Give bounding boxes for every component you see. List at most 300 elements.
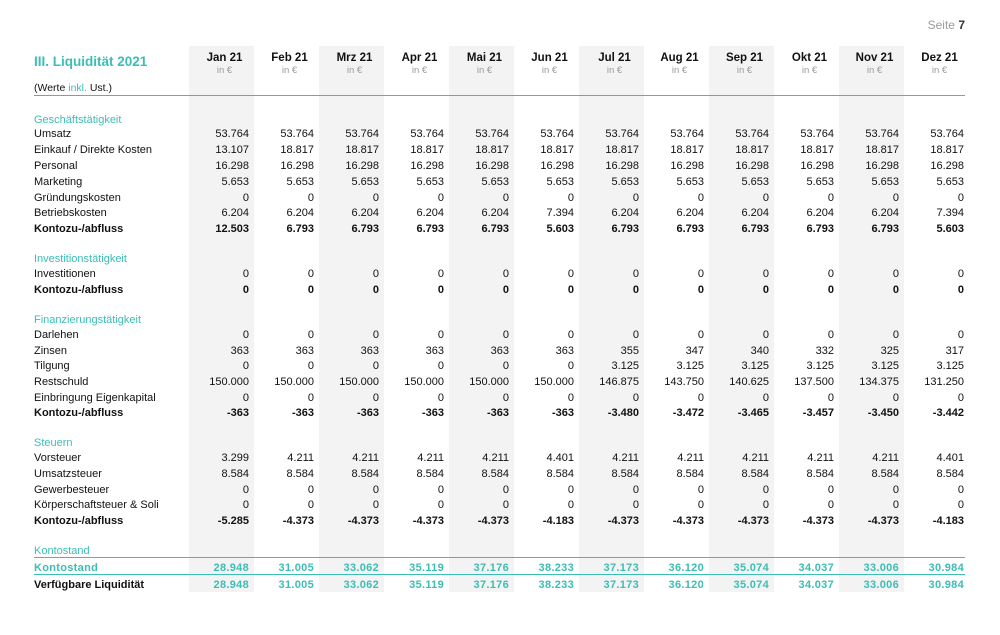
table-cell: -4.373 [607, 515, 639, 527]
row-label: Verfügbare Liquidität [34, 579, 145, 591]
table-cell: 0 [567, 268, 574, 280]
table-cell: 355 [620, 345, 639, 357]
table-cell: 6.793 [286, 223, 314, 235]
row-label: Tilgung [34, 360, 70, 372]
row-label: Marketing [34, 176, 83, 188]
table-cell: 37.173 [603, 579, 639, 591]
page-number-value: 7 [958, 18, 965, 32]
table-cell: 16.298 [410, 160, 444, 172]
table-cell: 0 [892, 484, 899, 496]
page-number-label: Seite [927, 18, 955, 32]
row-label: Investitionen [34, 268, 96, 280]
table-cell: -4.373 [282, 515, 314, 527]
row-label: Darlehen [34, 329, 79, 341]
table-cell: 317 [945, 345, 964, 357]
table-cell: 38.233 [538, 562, 574, 574]
month-column-header [257, 52, 322, 76]
row-label: Steuern [34, 437, 73, 449]
month-unit: in € [736, 65, 753, 76]
table-cell: 6.793 [871, 223, 899, 235]
row-label: Körperschaftsteuer & Soli [34, 499, 159, 511]
table-cell: 0 [372, 284, 379, 296]
table-cell: 5.653 [416, 176, 444, 188]
table-cell: 5.653 [676, 176, 704, 188]
table-cell: 18.817 [280, 144, 314, 156]
table-cell: 0 [567, 360, 574, 372]
month-name: Mai 21 [466, 52, 503, 64]
table-cell: 6.793 [481, 223, 509, 235]
table-row [0, 405, 1000, 421]
table-cell: 0 [437, 192, 444, 204]
row-label: Vorsteuer [34, 452, 82, 464]
table-cell: 143.750 [664, 376, 704, 388]
row-label: Umsatz [34, 128, 72, 140]
table-cell: 0 [502, 499, 509, 511]
table-cell: 0 [567, 392, 574, 404]
table-cell: 0 [697, 392, 704, 404]
table-cell: 0 [502, 360, 509, 372]
table-cell: 6.204 [286, 207, 314, 219]
table-cell: 363 [425, 345, 444, 357]
values-note [34, 82, 112, 94]
table-cell: 8.584 [611, 468, 639, 480]
table-cell: 36.120 [668, 562, 704, 574]
table-cell: 18.817 [475, 144, 509, 156]
section-heading [0, 312, 1000, 328]
table-cell: 18.817 [345, 144, 379, 156]
table-cell: 4.211 [677, 452, 704, 464]
table-cell: 3.125 [936, 360, 964, 372]
table-cell: 0 [567, 284, 574, 296]
table-cell: 8.584 [546, 468, 574, 480]
table-cell: 3.299 [221, 452, 249, 464]
table-cell: 0 [372, 329, 379, 341]
table-cell: -363 [551, 407, 574, 419]
table-cell: 33.062 [343, 579, 379, 591]
table-cell: 8.584 [871, 468, 899, 480]
table-cell: 6.793 [416, 223, 444, 235]
month-name: Jun 21 [531, 52, 568, 64]
table-cell: -4.373 [477, 515, 509, 527]
table-cell: 53.764 [345, 128, 379, 140]
table-cell: 5.653 [546, 176, 574, 188]
table-cell: 53.764 [215, 128, 249, 140]
table-cell: 0 [567, 329, 574, 341]
table-cell: 0 [632, 268, 639, 280]
month-unit: in € [541, 65, 558, 76]
row-label: Kontostand [34, 562, 99, 574]
table-cell: 8.584 [221, 468, 249, 480]
row-label: Einbringung Eigenkapital [34, 392, 156, 404]
month-column-header [842, 52, 907, 76]
table-row [0, 158, 1000, 174]
table-cell: 137.500 [794, 376, 834, 388]
table-cell: 0 [307, 392, 314, 404]
table-cell: 28.948 [213, 579, 249, 591]
table-cell: 363 [555, 345, 574, 357]
table-cell: 4.211 [482, 452, 509, 464]
month-name: Dez 21 [921, 52, 958, 64]
table-cell: 0 [437, 284, 444, 296]
table-cell: 5.603 [936, 223, 964, 235]
section-heading [0, 435, 1000, 451]
table-cell: 0 [632, 499, 639, 511]
row-label: Kontostand [34, 545, 90, 557]
table-cell: 34.037 [798, 579, 834, 591]
table-cell: 3.125 [611, 360, 639, 372]
table-cell: 4.211 [872, 452, 899, 464]
table-cell: 6.793 [676, 223, 704, 235]
table-cell: 0 [892, 284, 899, 296]
month-unit: in € [346, 65, 363, 76]
table-cell: 36.120 [668, 579, 704, 591]
month-name: Jul 21 [598, 52, 631, 64]
table-cell: 0 [892, 268, 899, 280]
row-label: Geschäftstätigkeit [34, 114, 122, 126]
month-column-header [387, 52, 452, 76]
row-label: Gründungskosten [34, 192, 121, 204]
row-label: Umsatzsteuer [34, 468, 102, 480]
table-cell: 0 [632, 392, 639, 404]
table-cell: -4.373 [802, 515, 834, 527]
table-cell: 3.125 [741, 360, 769, 372]
table-cell: 5.603 [546, 223, 574, 235]
table-cell: 0 [892, 192, 899, 204]
month-unit: in € [606, 65, 623, 76]
month-unit: in € [931, 65, 948, 76]
table-cell: 53.764 [410, 128, 444, 140]
table-cell: 16.298 [865, 160, 899, 172]
row-label: Investitionstätigkeit [34, 253, 127, 265]
page-number [928, 18, 965, 32]
table-cell: 0 [307, 268, 314, 280]
table-cell: -3.457 [802, 407, 834, 419]
table-cell: 0 [437, 484, 444, 496]
table-cell: 6.204 [351, 207, 379, 219]
table-cell: 146.875 [599, 376, 639, 388]
table-cell: 0 [437, 360, 444, 372]
table-row [0, 482, 1000, 498]
table-cell: 37.176 [473, 579, 509, 591]
month-unit: in € [281, 65, 298, 76]
table-cell: 0 [957, 268, 964, 280]
table-cell: 16.298 [475, 160, 509, 172]
table-cell: 0 [762, 192, 769, 204]
table-cell: 340 [750, 345, 769, 357]
table-cell: 0 [827, 268, 834, 280]
table-cell: 53.764 [670, 128, 704, 140]
table-cell: 6.204 [871, 207, 899, 219]
table-cell: 53.764 [605, 128, 639, 140]
table-cell: 8.584 [416, 468, 444, 480]
table-cell: 0 [827, 392, 834, 404]
table-cell: -5.285 [217, 515, 249, 527]
table-cell: 53.764 [930, 128, 964, 140]
table-cell: 35.119 [409, 562, 444, 574]
table-row [0, 266, 1000, 282]
table-cell: 0 [437, 392, 444, 404]
table-row [0, 466, 1000, 482]
table-cell: 131.250 [924, 376, 964, 388]
table-row [0, 513, 1000, 529]
row-label: Kontozu-/abfluss [34, 515, 124, 527]
table-cell: 18.817 [800, 144, 834, 156]
row-label: Gewerbesteuer [34, 484, 110, 496]
table-cell: 8.584 [481, 468, 509, 480]
table-cell: 325 [880, 345, 899, 357]
table-cell: 5.653 [221, 176, 249, 188]
month-name: Aug 21 [660, 52, 699, 64]
row-label: Kontozu-/abfluss [34, 223, 124, 235]
table-cell: 0 [307, 484, 314, 496]
table-cell: 6.204 [221, 207, 249, 219]
section-heading [0, 543, 1000, 559]
table-cell: -4.373 [412, 515, 444, 527]
table-cell: 0 [697, 499, 704, 511]
table-cell: 33.062 [343, 562, 379, 574]
table-cell: -4.373 [672, 515, 704, 527]
table-cell: 0 [957, 484, 964, 496]
table-cell: 53.764 [540, 128, 574, 140]
table-cell: 0 [372, 192, 379, 204]
table-cell: -3.442 [932, 407, 964, 419]
table-cell: 0 [632, 284, 639, 296]
table-cell: 7.394 [546, 207, 574, 219]
table-cell: 0 [242, 268, 249, 280]
table-cell: 5.653 [286, 176, 314, 188]
table-cell: 332 [815, 345, 834, 357]
table-cell: 0 [242, 329, 249, 341]
table-cell: 0 [827, 192, 834, 204]
month-name: Sep 21 [725, 52, 764, 64]
month-name: Mrz 21 [336, 52, 373, 64]
month-column-header [452, 52, 517, 76]
table-cell: 0 [762, 268, 769, 280]
table-cell: 0 [242, 484, 249, 496]
table-cell: 0 [567, 484, 574, 496]
table-cell: 150.000 [469, 376, 509, 388]
table-cell: 8.584 [676, 468, 704, 480]
table-cell: 0 [242, 360, 249, 372]
section-heading [0, 251, 1000, 267]
table-cell: 0 [632, 329, 639, 341]
table-cell: -3.480 [607, 407, 639, 419]
table-cell: 150.000 [404, 376, 444, 388]
row-label: Kontozu-/abfluss [34, 407, 124, 419]
table-cell: 0 [957, 192, 964, 204]
table-cell: -4.183 [932, 515, 964, 527]
table-cell: 0 [372, 392, 379, 404]
table-cell: 31.005 [278, 579, 314, 591]
table-cell: -4.373 [347, 515, 379, 527]
table-cell: 0 [957, 499, 964, 511]
table-cell: -363 [421, 407, 444, 419]
table-cell: -3.472 [672, 407, 704, 419]
table-cell: 0 [697, 484, 704, 496]
table-cell: 18.817 [735, 144, 769, 156]
table-cell: 18.817 [540, 144, 574, 156]
table-cell: 6.204 [741, 207, 769, 219]
row-label: Einkauf / Direkte Kosten [34, 144, 153, 156]
table-cell: 0 [307, 284, 314, 296]
table-row [0, 174, 1000, 190]
table-cell: 18.817 [605, 144, 639, 156]
table-cell: 4.401 [546, 452, 574, 464]
table-cell: 7.394 [936, 207, 964, 219]
table-cell: 4.211 [417, 452, 444, 464]
month-column-header [777, 52, 842, 76]
table-cell: 0 [697, 284, 704, 296]
table-cell: 0 [957, 284, 964, 296]
table-cell: 0 [502, 268, 509, 280]
table-cell: 0 [892, 392, 899, 404]
month-column-header [712, 52, 777, 76]
table-cell: 5.653 [351, 176, 379, 188]
table-cell: 0 [892, 329, 899, 341]
table-cell: 5.653 [806, 176, 834, 188]
table-cell: 18.817 [670, 144, 704, 156]
table-cell: 0 [762, 392, 769, 404]
table-cell: 8.584 [936, 468, 964, 480]
table-cell: -363 [486, 407, 509, 419]
table-cell: 34.037 [798, 562, 834, 574]
table-cell: -363 [226, 407, 249, 419]
table-cell: 8.584 [351, 468, 379, 480]
table-cell: 53.764 [735, 128, 769, 140]
table-cell: -3.450 [867, 407, 899, 419]
row-label: Restschuld [34, 376, 89, 388]
table-cell: 0 [372, 268, 379, 280]
table-cell: 6.204 [806, 207, 834, 219]
table-cell: 0 [567, 499, 574, 511]
table-cell: 0 [307, 329, 314, 341]
table-cell: 0 [892, 499, 899, 511]
month-column-header [517, 52, 582, 76]
month-unit: in € [671, 65, 688, 76]
table-cell: 16.298 [215, 160, 249, 172]
table-cell: 53.764 [865, 128, 899, 140]
table-cell: 6.204 [676, 207, 704, 219]
table-cell: 0 [957, 329, 964, 341]
table-cell: 37.173 [603, 562, 639, 574]
month-name: Apr 21 [401, 52, 438, 64]
table-row [0, 560, 1000, 576]
table-cell: -3.465 [737, 407, 769, 419]
table-cell: 53.764 [475, 128, 509, 140]
table-cell: 0 [567, 192, 574, 204]
table-row [0, 142, 1000, 158]
table-cell: 0 [242, 392, 249, 404]
table-cell: 4.211 [807, 452, 834, 464]
table-cell: 6.793 [611, 223, 639, 235]
table-cell: 16.298 [800, 160, 834, 172]
table-cell: -4.373 [867, 515, 899, 527]
table-row [0, 126, 1000, 142]
month-unit: in € [801, 65, 818, 76]
row-label: Finanzierungstätigkeit [34, 314, 142, 326]
month-column-header [907, 52, 972, 76]
table-cell: 37.176 [473, 562, 509, 574]
month-column-header [322, 52, 387, 76]
table-cell: 6.793 [351, 223, 379, 235]
table-cell: 28.948 [213, 562, 249, 574]
table-cell: 8.584 [806, 468, 834, 480]
table-cell: 3.125 [676, 360, 704, 372]
table-cell: 0 [242, 192, 249, 204]
table-cell: 0 [827, 484, 834, 496]
table-cell: 16.298 [280, 160, 314, 172]
row-label: Betriebskosten [34, 207, 107, 219]
table-cell: 150.000 [209, 376, 249, 388]
table-cell: 3.125 [806, 360, 834, 372]
table-cell: 4.211 [352, 452, 379, 464]
table-cell: 33.006 [863, 579, 899, 591]
table-row [0, 221, 1000, 237]
table-cell: 4.211 [287, 452, 314, 464]
table-row [0, 205, 1000, 221]
table-cell: 150.000 [339, 376, 379, 388]
table-cell: 5.653 [936, 176, 964, 188]
table-row [0, 327, 1000, 343]
table-cell: 5.653 [871, 176, 899, 188]
table-cell: 8.584 [741, 468, 769, 480]
table-cell: 13.107 [215, 144, 249, 156]
table-cell: 38.233 [538, 579, 574, 591]
table-cell: 0 [632, 484, 639, 496]
table-cell: 363 [490, 345, 509, 357]
table-cell: 0 [372, 484, 379, 496]
table-cell: 0 [502, 484, 509, 496]
table-row [0, 374, 1000, 390]
table-row [0, 358, 1000, 374]
table-cell: 0 [502, 329, 509, 341]
table-cell: 5.653 [481, 176, 509, 188]
table-cell: 0 [827, 499, 834, 511]
table-cell: -4.183 [542, 515, 574, 527]
table-cell: 6.204 [611, 207, 639, 219]
table-cell: 16.298 [540, 160, 574, 172]
table-cell: 0 [502, 392, 509, 404]
month-column-header [647, 52, 712, 76]
values-note-accent: inkl. [68, 82, 87, 94]
month-name: Nov 21 [855, 52, 894, 64]
row-label: Personal [34, 160, 78, 172]
table-cell: 0 [437, 268, 444, 280]
table-cell: 53.764 [800, 128, 834, 140]
table-cell: 0 [762, 284, 769, 296]
table-cell: 140.625 [729, 376, 769, 388]
month-unit: in € [216, 65, 233, 76]
table-cell: 0 [827, 284, 834, 296]
table-row [0, 577, 1000, 593]
table-cell: 0 [242, 499, 249, 511]
month-unit: in € [411, 65, 428, 76]
table-cell: 150.000 [534, 376, 574, 388]
table-cell: 18.817 [865, 144, 899, 156]
table-cell: 16.298 [735, 160, 769, 172]
month-name: Okt 21 [791, 52, 828, 64]
table-cell: 0 [502, 284, 509, 296]
table-cell: 31.005 [278, 562, 314, 574]
month-unit: in € [476, 65, 493, 76]
table-cell: 0 [242, 284, 249, 296]
table-cell: 363 [360, 345, 379, 357]
table-cell: 0 [827, 329, 834, 341]
table-cell: 53.764 [280, 128, 314, 140]
table-cell: 33.006 [863, 562, 899, 574]
table-cell: 0 [697, 329, 704, 341]
header-rule [34, 95, 965, 96]
